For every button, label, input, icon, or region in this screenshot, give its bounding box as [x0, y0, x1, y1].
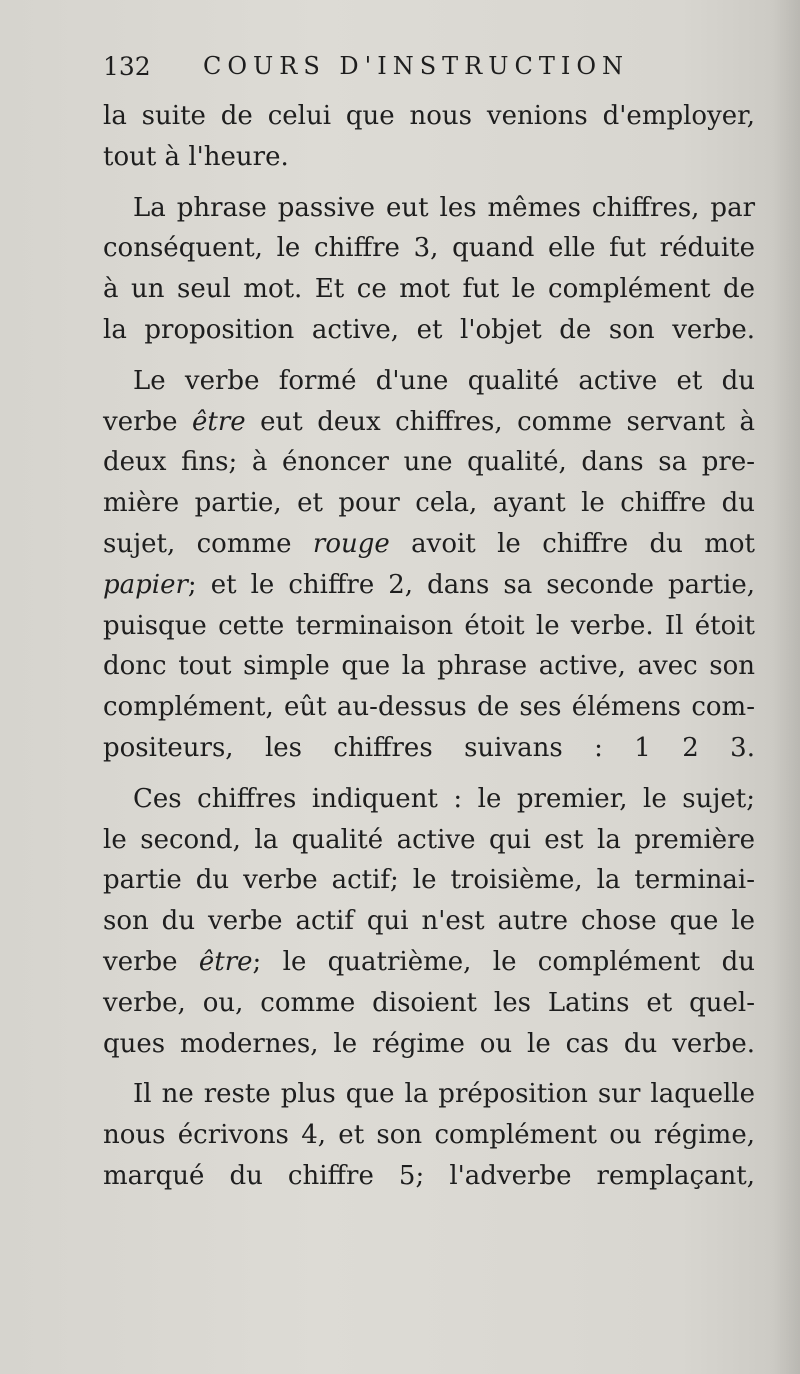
text-line: la proposition active, et l'objet de son verbe.: [103, 314, 755, 345]
text-line: papier; et le chiffre 2, dans sa seconde partie,: [103, 569, 755, 600]
text-line: puisque cette terminaison étoit le verbe. Il étoit: [103, 610, 755, 641]
text-line: Ces chiffres indiquent : le premier, le sujet;: [133, 783, 755, 814]
text-line: verbe être eut deux chiffres, comme servant à: [103, 406, 755, 437]
text-line: La phrase passive eut les mêmes chiffres, par: [133, 192, 755, 223]
text-line: Il ne reste plus que la préposition sur laquelle: [133, 1079, 755, 1110]
text-line: verbe, ou, comme disoient les Latins et quel-: [103, 987, 755, 1018]
page-gutter-shadow: [772, 0, 800, 1374]
text-line: verbe être; le quatrième, le complément du: [103, 946, 755, 977]
text-line: Le verbe formé d'une qualité active et du: [133, 365, 755, 396]
paragraph: [103, 96, 755, 178]
text-line: la suite de celui que nous venions d'employer,: [103, 101, 755, 131]
paragraph: [103, 361, 755, 769]
text-line: complément, eût au-dessus de ses élémens com-: [103, 692, 755, 723]
text-line: nous écrivons 4, et son complément ou régime,: [103, 1120, 755, 1151]
text-line: conséquent, le chiffre 3, quand elle fut réduite: [103, 233, 755, 264]
text-line: sujet, comme rouge avoit le chiffre du mot: [103, 528, 755, 559]
text-line: à un seul mot. Et ce mot fut le complément de: [103, 274, 755, 305]
page-number: 132: [103, 52, 151, 81]
running-head: COURS D'INSTRUCTION: [203, 52, 629, 80]
text-line: mière partie, et pour cela, ayant le chiffre du: [103, 488, 755, 519]
text-line: le second, la qualité active qui est la première: [103, 824, 755, 855]
text-line: positeurs, les chiffres suivans : 1 2 3.: [103, 732, 755, 763]
text-line: ques modernes, le régime ou le cas du verbe.: [103, 1028, 755, 1059]
text-line: son du verbe actif qui n'est autre chose que le: [103, 906, 755, 937]
body-text: [103, 96, 755, 1197]
page-header: [103, 52, 753, 92]
text-line: deux fins; à énoncer une qualité, dans sa pre-: [103, 447, 755, 478]
text-line: marqué du chiffre 5; l'adverbe remplaçant,: [103, 1160, 755, 1191]
paragraph: [103, 1074, 755, 1196]
text-line: donc tout simple que la phrase active, avec son: [103, 651, 755, 682]
paragraph: [103, 779, 755, 1065]
paragraph: [103, 188, 755, 351]
text-line: tout à l'heure.: [103, 141, 289, 172]
text-line: partie du verbe actif; le troisième, la terminai-: [103, 865, 755, 896]
